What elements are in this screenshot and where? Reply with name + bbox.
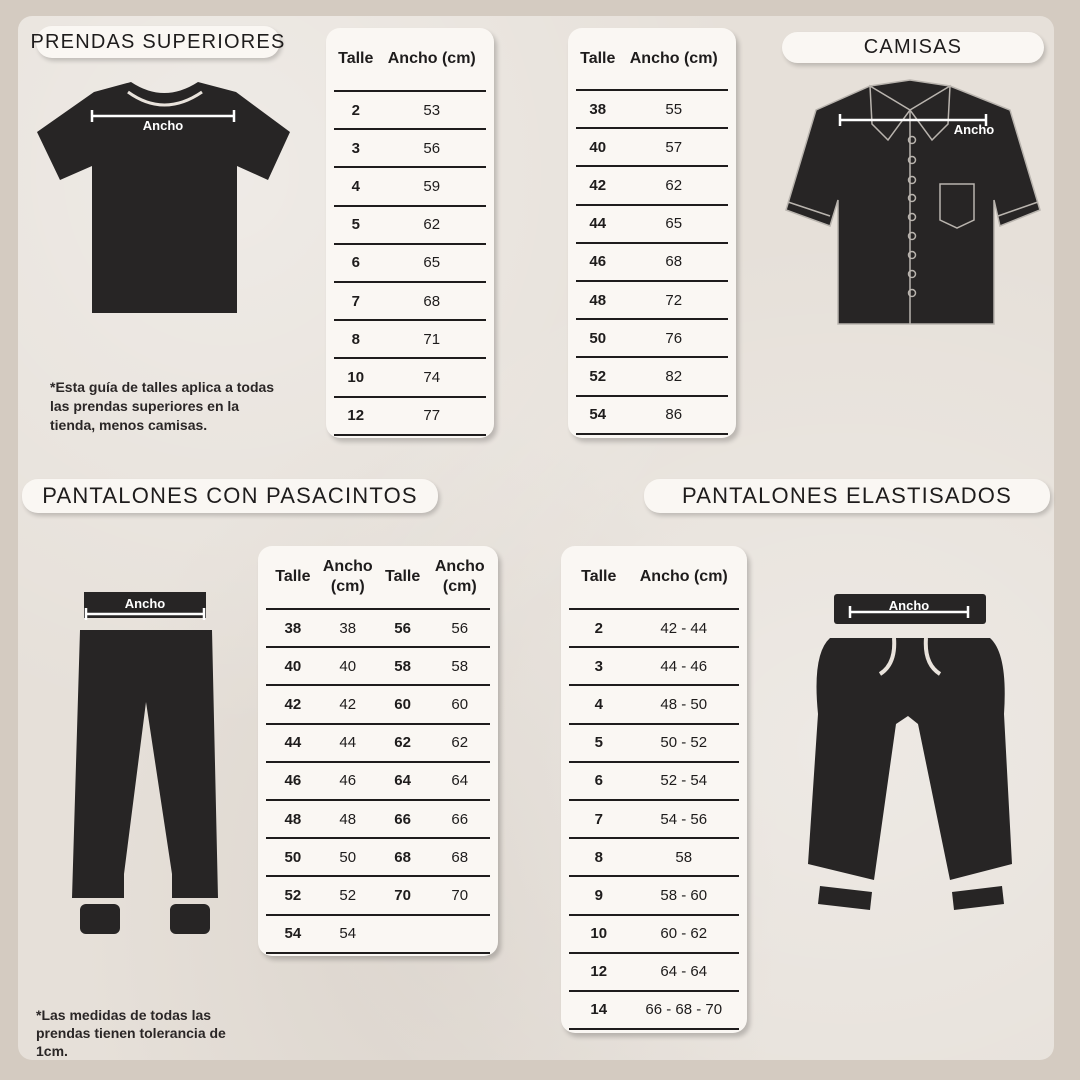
- width-cell: 48: [320, 800, 376, 838]
- table-row: [266, 800, 490, 838]
- table-row: [569, 609, 739, 647]
- size-cell: 44: [266, 724, 320, 762]
- width-cell: 66: [430, 800, 491, 838]
- size-cell: 42: [266, 685, 320, 723]
- width-cell: 42: [320, 685, 376, 723]
- width-cell: 54: [320, 915, 376, 953]
- width-cell: 62: [430, 724, 491, 762]
- shirts-size-table-card: [568, 28, 736, 438]
- table-row: [266, 838, 490, 876]
- table-row: [266, 915, 490, 953]
- width-cell: 58 - 60: [629, 876, 740, 914]
- width-cell: 50: [320, 838, 376, 876]
- table-row: [576, 357, 728, 395]
- size-cell: 6: [334, 244, 378, 282]
- table-row: [334, 397, 486, 435]
- width-cell: 42 - 44: [629, 609, 740, 647]
- table-row: [576, 90, 728, 128]
- table-row: [569, 724, 739, 762]
- table-row: [569, 991, 739, 1029]
- shirts-title-text: CAMISAS: [863, 36, 963, 58]
- width-cell: 68: [378, 282, 487, 320]
- shirts-title: [782, 32, 1044, 63]
- elastic-pants-title: [644, 479, 1050, 513]
- width-cell: 52: [320, 876, 376, 914]
- width-cell: 44: [320, 724, 376, 762]
- table-row: [334, 358, 486, 396]
- belt-pants-size-table-card: [258, 546, 498, 956]
- belt-pants-size-table: [266, 546, 490, 954]
- table-row: [576, 166, 728, 204]
- width-cell: 76: [620, 319, 729, 357]
- belt-pants-title: [22, 479, 438, 513]
- size-cell: 4: [334, 167, 378, 205]
- size-cell: 46: [266, 762, 320, 800]
- table-row: [569, 762, 739, 800]
- col-header-size-2: Talle: [376, 546, 430, 609]
- size-cell: 66: [376, 800, 430, 838]
- size-cell: 9: [569, 876, 629, 914]
- elastic-pants-size-table-card: [561, 546, 747, 1033]
- size-cell: 3: [334, 129, 378, 167]
- width-cell: 58: [629, 838, 740, 876]
- width-cell: 77: [378, 397, 487, 435]
- size-cell: 8: [569, 838, 629, 876]
- width-cell: 74: [378, 358, 487, 396]
- table-row: [569, 800, 739, 838]
- belt-pants-title-text: PANTALONES CON PASACINTOS: [42, 483, 418, 508]
- size-cell: 64: [376, 762, 430, 800]
- table-row: [576, 281, 728, 319]
- table-row: [266, 685, 490, 723]
- tops-title-text: PRENDAS SUPERIORES: [30, 30, 286, 53]
- size-cell: 58: [376, 647, 430, 685]
- size-cell: 7: [569, 800, 629, 838]
- width-cell: 72: [620, 281, 729, 319]
- button-shirt-icon: [782, 80, 1044, 332]
- size-cell: 3: [569, 647, 629, 685]
- size-cell: 56: [376, 609, 430, 647]
- col-header-size: Talle: [334, 28, 378, 91]
- size-cell: 8: [334, 320, 378, 358]
- width-cell: 56: [430, 609, 491, 647]
- size-cell: 54: [576, 396, 620, 434]
- size-cell: 44: [576, 205, 620, 243]
- tshirt-icon: [36, 80, 292, 316]
- table-row: [334, 129, 486, 167]
- width-cell: 62: [378, 206, 487, 244]
- size-cell: 7: [334, 282, 378, 320]
- size-cell: 2: [334, 91, 378, 129]
- table-row: [576, 205, 728, 243]
- tops-size-table-card: [326, 28, 494, 438]
- size-cell: 38: [266, 609, 320, 647]
- elastic-pants-measure-label: Ancho: [888, 598, 930, 613]
- width-cell: [430, 915, 491, 953]
- width-cell: 64 - 64: [629, 953, 740, 991]
- shirts-size-table: [576, 28, 728, 435]
- size-cell: 12: [569, 953, 629, 991]
- table-row: [334, 167, 486, 205]
- tops-title: [30, 26, 286, 58]
- table-row: [569, 685, 739, 723]
- footer-note: *Las medidas de todas las prendas tienen tolerancia de 1cm.: [36, 1007, 226, 1059]
- size-cell: 5: [569, 724, 629, 762]
- table-row: [569, 647, 739, 685]
- width-cell: 40: [320, 647, 376, 685]
- shirt-measure-label: Ancho: [953, 122, 995, 137]
- col-header-width: Ancho (cm): [378, 28, 487, 91]
- size-cell: 14: [569, 991, 629, 1029]
- elastic-pants-size-table: [569, 546, 739, 1030]
- size-cell: [376, 915, 430, 953]
- size-cell: 52: [576, 357, 620, 395]
- table-row: [266, 876, 490, 914]
- size-cell: 42: [576, 166, 620, 204]
- table-row: [576, 128, 728, 166]
- table-row: [266, 762, 490, 800]
- col-header-width: Ancho (cm): [320, 546, 376, 609]
- table-row: [576, 396, 728, 434]
- size-cell: 50: [576, 319, 620, 357]
- width-cell: 60 - 62: [629, 915, 740, 953]
- table-row: [334, 320, 486, 358]
- table-row: [266, 647, 490, 685]
- tshirt-measure-label: Ancho: [142, 118, 184, 133]
- width-cell: 62: [620, 166, 729, 204]
- size-cell: 12: [334, 397, 378, 435]
- width-cell: 82: [620, 357, 729, 395]
- width-cell: 38: [320, 609, 376, 647]
- size-cell: 6: [569, 762, 629, 800]
- tops-size-table: [334, 28, 486, 436]
- col-header-size: Talle: [569, 546, 629, 609]
- width-cell: 57: [620, 128, 729, 166]
- col-header-width: Ancho (cm): [620, 28, 729, 90]
- width-cell: 55: [620, 90, 729, 128]
- size-cell: 40: [266, 647, 320, 685]
- belt-pants-icon: [72, 592, 218, 934]
- width-cell: 59: [378, 167, 487, 205]
- size-cell: 68: [376, 838, 430, 876]
- table-row: [569, 953, 739, 991]
- width-cell: 71: [378, 320, 487, 358]
- size-cell: 70: [376, 876, 430, 914]
- belt-pants-measure-label: Ancho: [124, 596, 166, 611]
- size-cell: 2: [569, 609, 629, 647]
- table-row: [334, 244, 486, 282]
- width-cell: 48 - 50: [629, 685, 740, 723]
- size-cell: 10: [334, 358, 378, 396]
- col-header-width-2: Ancho (cm): [430, 546, 491, 609]
- width-cell: 64: [430, 762, 491, 800]
- table-row: [569, 915, 739, 953]
- width-cell: 68: [620, 243, 729, 281]
- table-row: [576, 243, 728, 281]
- width-cell: 58: [430, 647, 491, 685]
- size-cell: 48: [576, 281, 620, 319]
- tops-note: *Esta guía de talles aplica a todas las prendas superiores en la tienda, menos camisas.: [50, 379, 275, 433]
- table-row: [334, 282, 486, 320]
- width-cell: 52 - 54: [629, 762, 740, 800]
- width-cell: 65: [378, 244, 487, 282]
- table-row: [334, 206, 486, 244]
- width-cell: 60: [430, 685, 491, 723]
- width-cell: 68: [430, 838, 491, 876]
- width-cell: 66 - 68 - 70: [629, 991, 740, 1029]
- col-header-size: Talle: [266, 546, 320, 609]
- size-cell: 46: [576, 243, 620, 281]
- table-row: [569, 876, 739, 914]
- elastic-pants-title-text: PANTALONES ELASTISADOS: [681, 483, 1012, 508]
- width-cell: 56: [378, 129, 487, 167]
- size-cell: 60: [376, 685, 430, 723]
- size-cell: 5: [334, 206, 378, 244]
- table-row: [266, 724, 490, 762]
- width-cell: 50 - 52: [629, 724, 740, 762]
- col-header-size: Talle: [576, 28, 620, 90]
- width-cell: 70: [430, 876, 491, 914]
- size-cell: 4: [569, 685, 629, 723]
- size-cell: 40: [576, 128, 620, 166]
- width-cell: 86: [620, 396, 729, 434]
- table-row: [266, 609, 490, 647]
- size-cell: 10: [569, 915, 629, 953]
- size-cell: 52: [266, 876, 320, 914]
- elastic-pants-icon: [808, 594, 1012, 912]
- size-cell: 50: [266, 838, 320, 876]
- table-row: [576, 319, 728, 357]
- width-cell: 44 - 46: [629, 647, 740, 685]
- col-header-width: Ancho (cm): [629, 546, 740, 609]
- size-cell: 62: [376, 724, 430, 762]
- table-row: [334, 91, 486, 129]
- width-cell: 46: [320, 762, 376, 800]
- width-cell: 65: [620, 205, 729, 243]
- size-cell: 48: [266, 800, 320, 838]
- width-cell: 53: [378, 91, 487, 129]
- size-cell: 38: [576, 90, 620, 128]
- table-row: [569, 838, 739, 876]
- size-cell: 54: [266, 915, 320, 953]
- width-cell: 54 - 56: [629, 800, 740, 838]
